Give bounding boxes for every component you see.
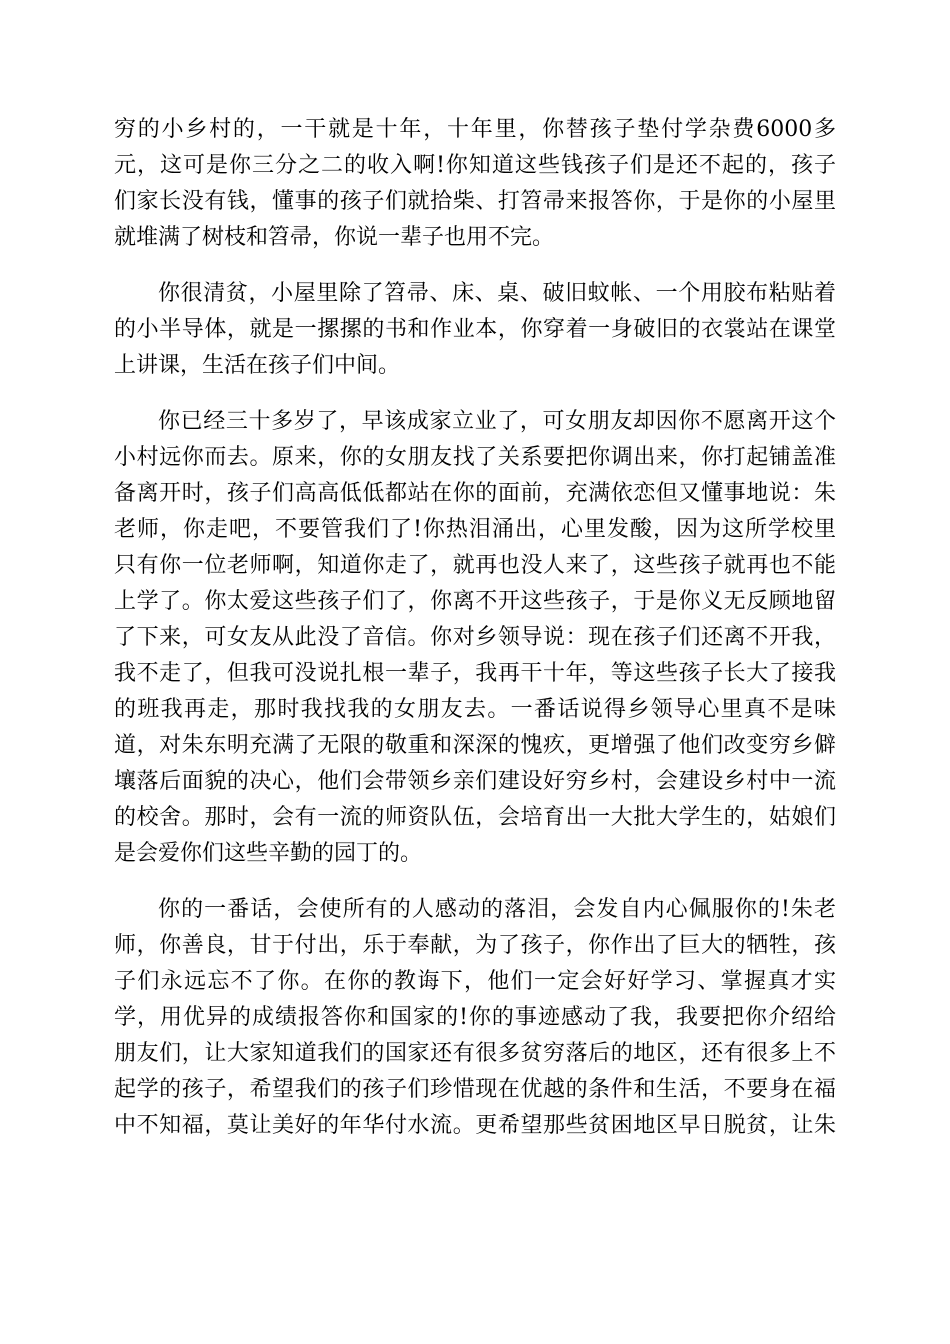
text-line: 老师，你走吧，不要管我们了!你热泪涌出，心里发酸，因为这所学校里	[114, 517, 836, 542]
paragraph-3	[114, 404, 836, 872]
text-line: 们家长没有钱，懂事的孩子们就拾柴、打笤帚来报答你，于是你的小屋里	[114, 189, 836, 214]
text-line: 壤落后面貌的决心，他们会带领乡亲们建设好穷乡村，会建设乡村中一流	[114, 769, 836, 794]
text-line: 只有你一位老师啊，知道你走了，就再也没人来了，这些孩子就再也不能	[114, 553, 836, 578]
text-line: 子们永远忘不了你。在你的教诲下，他们一定会好好学习、掌握真才实	[114, 969, 836, 994]
text-line: 师，你善良，甘于付出，乐于奉献，为了孩子，你作出了巨大的牺牲，孩	[114, 933, 836, 958]
text-line: 了下来，可女友从此没了音信。你对乡领导说：现在孩子们还离不开我，	[114, 625, 836, 650]
text-line: 备离开时，孩子们高高低低都站在你的面前，充满依恋但又懂事地说：朱	[114, 481, 836, 506]
text-line: 小村远你而去。原来，你的女朋友找了关系要把你调出来，你打起铺盖准	[114, 445, 836, 470]
text-line: 的班我再走，那时我找我的女朋友去。一番话说得乡领导心里真不是味	[114, 697, 836, 722]
document-body	[114, 112, 836, 1164]
text-line: 起学的孩子，希望我们的孩子们珍惜现在优越的条件和生活，不要身在福	[114, 1077, 836, 1102]
text-line: 你的一番话，会使所有的人感动的落泪，会发自内心佩服你的!朱老	[158, 897, 836, 922]
text-line: 你已经三十多岁了，早该成家立业了，可女朋友却因你不愿离开这个	[158, 409, 836, 434]
text-line: 中不知福，莫让美好的年华付水流。更希望那些贫困地区早日脱贫，让朱	[114, 1113, 836, 1138]
text-line: 元，这可是你三分之二的收入啊!你知道这些钱孩子们是还不起的，孩子	[114, 153, 836, 178]
text-line: 你很清贫，小屋里除了笤帚、床、桌、破旧蚊帐、一个用胶布粘贴着	[158, 281, 836, 306]
text-line: 就堆满了树枝和笤帚，你说一辈子也用不完。	[114, 225, 555, 250]
text-line: 上学了。你太爱这些孩子们了，你离不开这些孩子，于是你义无反顾地留	[114, 589, 836, 614]
paragraph-4	[114, 892, 836, 1144]
text-line: 上讲课，生活在孩子们中间。	[114, 353, 401, 378]
text-line: 的小半导体，就是一摞摞的书和作业本，你穿着一身破旧的衣裳站在课堂	[114, 317, 836, 342]
paragraph-1	[114, 112, 836, 256]
text-line: 的校舍。那时，会有一流的师资队伍，会培育出一大批大学生的，姑娘们	[114, 805, 836, 830]
text-line: 是会爱你们这些辛勤的园丁的。	[114, 841, 423, 866]
paragraph-2	[114, 276, 836, 384]
text-line: 我不走了，但我可没说扎根一辈子，我再干十年，等这些孩子长大了接我	[114, 661, 836, 686]
text-line: 学，用优异的成绩报答你和国家的!你的事迹感动了我，我要把你介绍给	[114, 1005, 836, 1030]
text-line: 朋友们，让大家知道我们的国家还有很多贫穷落后的地区，还有很多上不	[114, 1041, 836, 1066]
text-line: 道，对朱东明充满了无限的敬重和深深的愧疚，更增强了他们改变穷乡僻	[114, 733, 836, 758]
text-line: 穷的小乡村的，一干就是十年，十年里，你替孩子垫付学杂费6000多	[114, 117, 836, 142]
